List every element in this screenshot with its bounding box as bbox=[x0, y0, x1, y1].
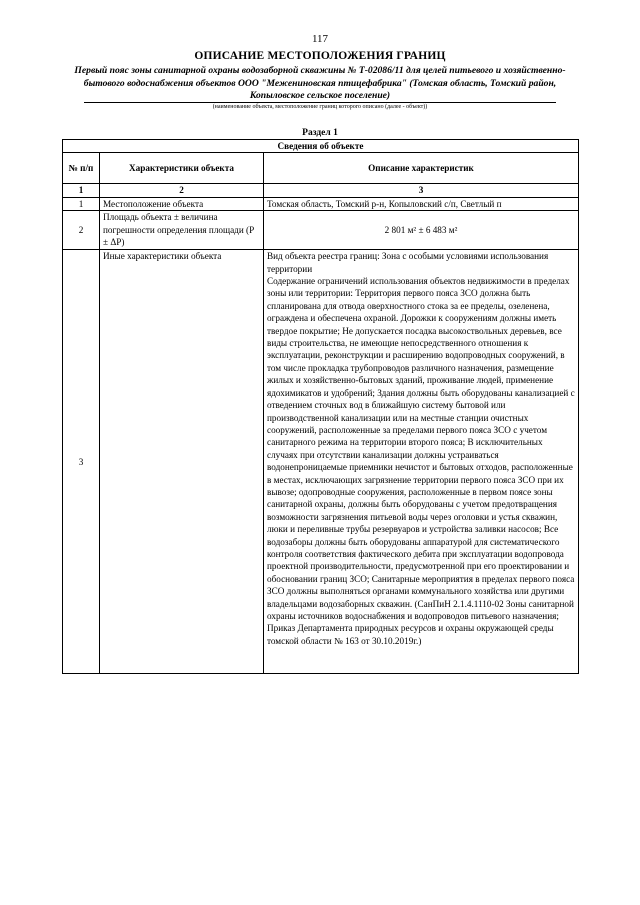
table-title-row bbox=[63, 140, 579, 153]
header-characteristic: Характеристики объекта bbox=[100, 153, 264, 184]
document-subtitle: Первый пояс зоны санитарной охраны водозаборной скважины № Т-02086/11 для целей питьевого и хозяйственно-бытового водоснабжения объектов ООО "Межениновская птицефабрика" (Томская область, Томский район, Копыловское сельское поселение) bbox=[74, 65, 566, 102]
header-description: Описание характеристик bbox=[264, 153, 579, 184]
row-value: Томская область, Томский р-н, Копыловский с/п, Светлый п bbox=[264, 197, 579, 210]
column-number: 3 bbox=[264, 184, 579, 197]
row-number: 3 bbox=[63, 250, 100, 674]
row-value bbox=[264, 250, 579, 674]
document-title: ОПИСАНИЕ МЕСТОПОЛОЖЕНИЯ ГРАНИЦ bbox=[194, 50, 446, 62]
object-info-table bbox=[62, 139, 579, 674]
column-number: 1 bbox=[63, 184, 100, 197]
underline-caption: (наименование объекта, местоположение границ которого описано (далее - объект)) bbox=[212, 104, 428, 110]
object-type-line: Вид объекта реестра границ: Зона с особыми условиями использования территории bbox=[267, 251, 549, 274]
column-number: 2 bbox=[100, 184, 264, 197]
section-title: Раздел 1 bbox=[302, 128, 338, 138]
title-underline bbox=[84, 102, 556, 103]
table-row bbox=[63, 211, 579, 250]
table-title: Сведения об объекте bbox=[63, 140, 579, 153]
column-number-row bbox=[63, 184, 579, 197]
header-num: № п/п bbox=[63, 153, 100, 184]
row-characteristic: Площадь объекта ± величина погрешности определения площади (Р ± ΔР) bbox=[100, 211, 264, 250]
table-row bbox=[63, 197, 579, 210]
row-characteristic: Иные характеристики объекта bbox=[100, 250, 264, 674]
row-characteristic: Местоположение объекта bbox=[100, 197, 264, 210]
page-number: 117 bbox=[311, 33, 329, 45]
table-header-row bbox=[63, 153, 579, 184]
restrictions-text: Содержание ограничений использования объектов недвижимости в пределах зоны или территории: Территория первого пояса ЗСО должна быть спланирована для отвода оверхностного стока за ее пределы, озеленена, ограждена и обеспечена охраной. Дорожки к сооружениям должны иметь твердое покрытие; Не допускается посадка высокоствольных деревьев, все виды строительства, не имеющие непосредственного отношения к эксплуатации, реконструкции и расширению водопроводных сооружений, в том числе прокладка трубопроводов различного назначения, размещение жилых и хозяйственно-бытовых зданий, проживание людей, применение ядохимикатов и удобрений; Здания должны быть оборудованы канализацией с отведением сточных вод в ближайшую систему бытовой или производственной канализации или на местные станции очистных сооружений, расположенные за пределами первого пояса ЗСО с учетом санитарного режима на территории второго пояса; В исключительных случаях при отсутствии канализации должны устраиваться водонепроницаемые приемники нечистот и бытовых отходов, расположенные в местах, исключающих загрязнение территории первого пояса ЗСО при их вывозе; одопроводные сооружения, расположенные в первом поясе зоны санитарной охраны, должны быть оборудованы с учетом предотвращения возможности загрязнения питьевой воды через оголовки и устья скважин, люки и переливные трубы резервуаров и устройства заливки насосов; Все водозаборы должны быть оборудованы аппаратурой для систематического контроля соответствия фактического дебита при эксплуатации водопровода проектной производительности, предусмотренной при его проектировании и обосновании границ ЗСО; Санитарные мероприятия в пределах первого пояса ЗСО должны выполняться органами коммунального хозяйства или другими владельцами водозаборных скважин. (СанПиН 2.1.4.1110-02 Зоны санитарной охраны источников водоснабжения и водопроводов питьевого назначения; Приказ Департамента природных ресурсов и охраны окружающей среды томской области № 163 от 30.10.2019г.) bbox=[267, 276, 575, 646]
row-number: 2 bbox=[63, 211, 100, 250]
table-row bbox=[63, 250, 579, 674]
row-value: 2 801 м² ± 6 483 м² bbox=[264, 211, 579, 250]
row-number: 1 bbox=[63, 197, 100, 210]
